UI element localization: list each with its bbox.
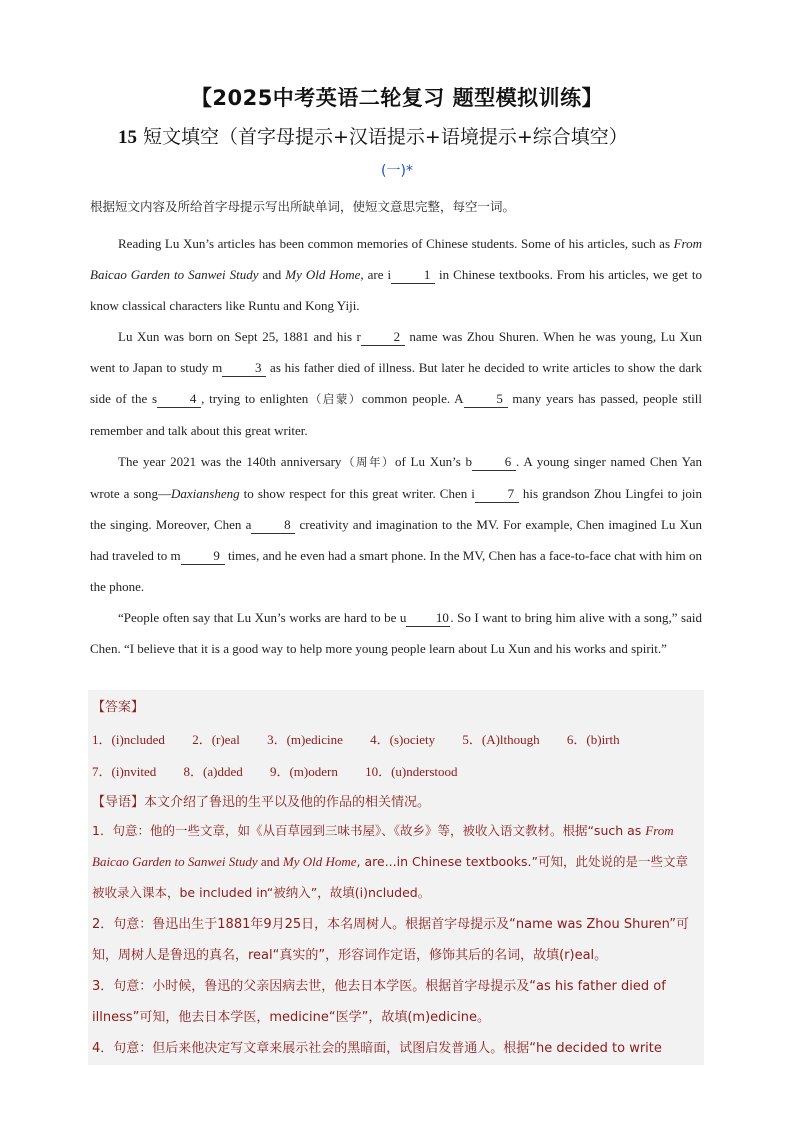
blank-1[interactable]: 1 bbox=[391, 267, 435, 284]
section-number: 15 bbox=[118, 127, 137, 148]
answer-item: 6．(b)irth bbox=[566, 732, 620, 747]
passage bbox=[90, 228, 702, 664]
subtitle-text: 短文填空（首字母提示+汉语提示+语境提示+综合填空） bbox=[143, 126, 628, 148]
answer-row-2 bbox=[92, 761, 482, 780]
explanation-3: 3．句意：小时候，鲁迅的父亲因病去世，他去日本学医。根据首字母提示及“as his father died of illness”可知，他去日本学医，medicine“医学”，故填(m)edicine。 bbox=[92, 979, 666, 1025]
paragraph-1: Reading Lu Xun’s articles has been common memories of Chinese students. Some of his articles, such as From Baicao Garden to Sanwei Study and My Old Home, are i 1 in Chinese textbooks. From his articles, we get to know classical characters like Runtu and Kong Yiji. bbox=[90, 236, 702, 313]
section-label: (一)* bbox=[381, 163, 413, 179]
answer-item: 7．(i)nvited bbox=[92, 764, 157, 779]
paragraph-4: “People often say that Lu Xun’s works are hard to be u 10 . So I want to bring him alive with a song,” said Chen. “I believe that it is a good way to help more young people learn about Lu Xun and his works and spirit.” bbox=[90, 610, 702, 656]
blank-3[interactable]: 3 bbox=[222, 360, 266, 377]
blank-10[interactable]: 10 bbox=[406, 610, 450, 627]
answer-item: 3．(m)edicine bbox=[267, 732, 343, 747]
page-subtitle bbox=[118, 122, 628, 149]
page-title: 【2025中考英语二轮复习 题型模拟训练】 bbox=[190, 86, 604, 110]
answer-row-1 bbox=[92, 729, 644, 748]
guide-text: 【导语】本文介绍了鲁迅的生平以及他的作品的相关情况。 bbox=[92, 795, 431, 810]
answer-item: 8．(a)dded bbox=[183, 764, 243, 779]
blank-2[interactable]: 2 bbox=[361, 329, 405, 346]
explanation-4: 4．句意：但后来他决定写文章来展示社会的黑暗面，试图启发普通人。根据“he decided to write bbox=[92, 1041, 662, 1056]
answer-item: 1．(i)ncluded bbox=[92, 732, 165, 747]
blank-9[interactable]: 9 bbox=[181, 548, 225, 565]
paragraph-2: Lu Xun was born on Sept 25, 1881 and his r 2 name was Zhou Shuren. When he was young, Lu Xun went to Japan to study m 3 as his father died of illness. But later he decided to write articles to show the dark side of the s 4 , trying to enlighten（启蒙）common people. A 5 many years has passed, people still remember and talk about this great writer. bbox=[90, 329, 702, 438]
blank-7[interactable]: 7 bbox=[475, 486, 519, 503]
answer-item: 9．(m)odern bbox=[269, 764, 338, 779]
blank-6[interactable]: 6 bbox=[472, 454, 516, 471]
answer-item: 2．(r)eal bbox=[192, 732, 240, 747]
paragraph-3: The year 2021 was the 140th anniversary（周年）of Lu Xun’s b 6 . A young singer named Chen Yan wrote a song—Daxiansheng to show respect for this great writer. Chen i 7 his grandson Zhou Lingfei to join the singing. Moreover, Chen a 8 creativity and imagination to the MV. For example, Chen imagined Lu Xun had traveled to m 9 times, and he even had a smart phone. In the MV, Chen has a face-to-face chat with him on the phone. bbox=[90, 454, 703, 594]
answer-item: 10．(u)nderstood bbox=[365, 764, 458, 779]
answer-item: 5．(A)lthough bbox=[462, 732, 540, 747]
explanation-2: 2．句意：鲁迅出生于1881年9月25日，本名周树人。根据首字母提示及“name was Zhou Shuren”可知，周树人是鲁迅的真名，real“真实的”，形容词作定语，修饰其后的名词，故填(r)eal。 bbox=[92, 917, 689, 963]
instruction-text: 根据短文内容及所给首字母提示写出所缺单词，使短文意思完整，每空一词。 bbox=[90, 199, 516, 214]
blank-8[interactable]: 8 bbox=[251, 517, 295, 534]
explanation-1: 1．句意：他的一些文章，如《从百草园到三味书屋》、《故乡》等，被收入语文教材。根据“such as From Baicao Garden to Sanwei Study and My Old Home, are...in Chinese textbooks.”可知，此处说的是一些文章被收录入课本，be included in“被纳入”，故填(i)ncluded。 bbox=[92, 823, 689, 900]
blank-4[interactable]: 4 bbox=[157, 391, 201, 408]
answer-item: 4．(s)ociety bbox=[370, 732, 436, 747]
blank-5[interactable]: 5 bbox=[464, 391, 508, 408]
answer-label: 【答案】 bbox=[92, 700, 145, 715]
